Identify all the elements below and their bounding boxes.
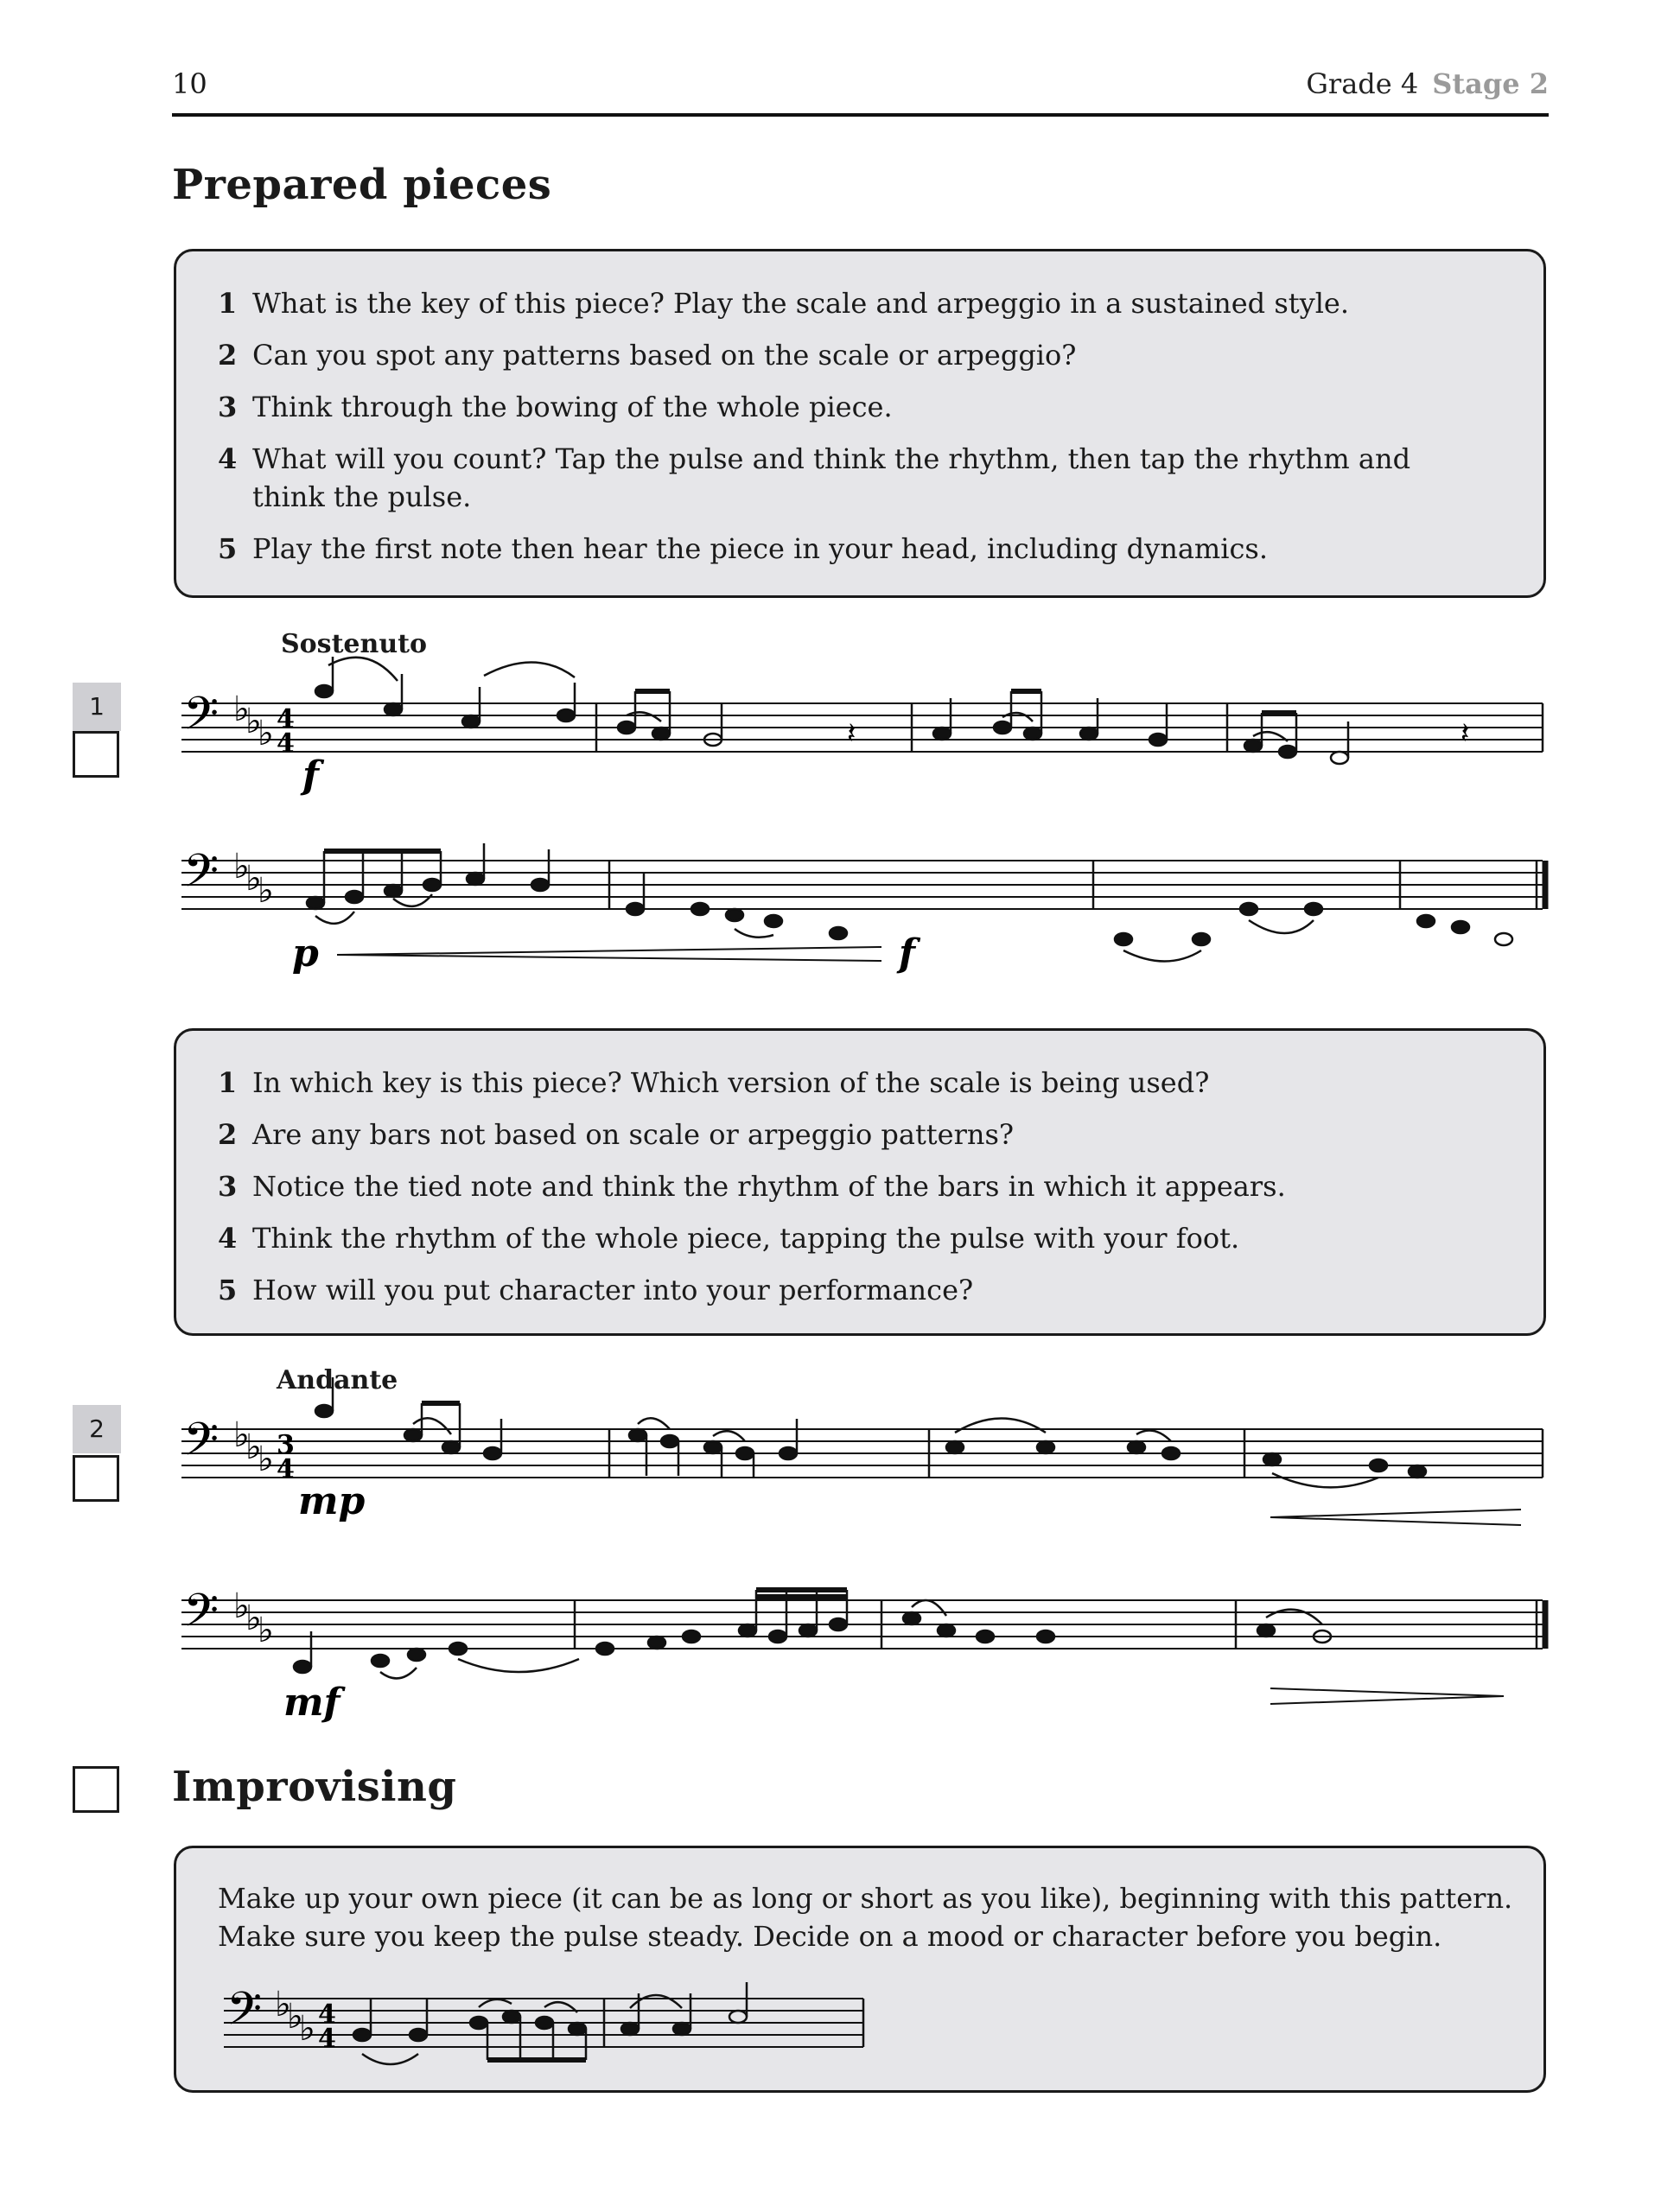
section-title-improvising: Improvising: [172, 1763, 457, 1811]
time-sig-top: 3: [277, 1430, 295, 1460]
dynamic-mf: mf: [283, 1681, 340, 1725]
question-text: In which key is this piece? Which version of the scale is being used?: [252, 1066, 1210, 1099]
flat-icon: ♭: [299, 2009, 315, 2049]
improvising-panel: [174, 1846, 1546, 2093]
question-number: 4: [218, 1222, 238, 1255]
rest-icon: 𝄽: [1461, 716, 1470, 751]
question-item: [218, 1219, 1480, 1257]
improvising-checkbox[interactable]: [73, 1766, 119, 1813]
notes-1b: [307, 843, 1545, 945]
notes-2a: [315, 1377, 1543, 1478]
header-rule: [172, 113, 1549, 117]
improvising-pattern-score: [220, 1978, 876, 2082]
question-text: Think the rhythm of the whole piece, tapping the pulse with your foot.: [252, 1222, 1240, 1255]
page-number: 10: [172, 67, 207, 100]
tempo-marking-1: Sostenuto: [281, 629, 427, 659]
flat-icon: ♭: [245, 1599, 262, 1638]
questions-panel-2: [174, 1028, 1546, 1336]
question-text: Can you spot any patterns based on the scale or arpeggio?: [252, 339, 1077, 372]
question-number: 3: [218, 391, 238, 423]
bass-clef-icon: 𝄢: [183, 1585, 220, 1649]
flat-icon: ♭: [258, 714, 274, 753]
flat-icon: ♭: [245, 1427, 262, 1467]
question-text: What will you count? Tap the pulse and think the rhythm, then tap the rhythm and think the pulse.: [252, 442, 1411, 513]
decrescendo-hairpin-2a: [1270, 1510, 1521, 1525]
flat-icon: ♭: [245, 702, 262, 741]
flat-icon: ♭: [258, 1440, 274, 1479]
question-item: [218, 440, 1480, 516]
question-item: [218, 530, 1480, 568]
flat-icon: ♭: [233, 690, 250, 729]
questions-panel-1: [174, 249, 1546, 598]
question-item: [218, 284, 1480, 322]
piece-1-checkbox[interactable]: [73, 731, 119, 778]
rest-icon: 𝄽: [847, 716, 856, 751]
time-sig-bottom: 4: [277, 1454, 295, 1484]
bass-clef-icon: 𝄢: [226, 1983, 263, 2047]
question-item: [218, 1271, 1480, 1309]
notes-impro: [353, 1982, 863, 2060]
crescendo-hairpin: [337, 947, 881, 961]
question-number: 3: [218, 1170, 238, 1203]
dynamic-f: f: [899, 931, 915, 976]
bass-clef-icon: 𝄢: [183, 688, 220, 752]
piece-number-1: 1: [73, 683, 121, 731]
improvising-instructions: Make up your own piece (it can be as long or short as you like), beginning with this pattern. Make sure you keep the pulse steady. Decide on a mood or character before you begin.: [218, 1882, 1513, 1953]
slurs-1a: [328, 658, 1288, 741]
question-number: 2: [218, 1118, 238, 1151]
header-right: [1306, 67, 1549, 100]
flat-icon: ♭: [258, 1611, 274, 1650]
time-sig-bottom: 4: [318, 2024, 336, 2054]
question-text: Play the first note then hear the piece in your head, including dynamics.: [252, 532, 1268, 565]
question-item: [218, 388, 1480, 426]
question-number: 1: [218, 287, 238, 320]
question-item: [218, 1167, 1480, 1205]
question-number: 5: [218, 532, 238, 565]
question-number: 1: [218, 1066, 238, 1099]
question-number: 5: [218, 1274, 238, 1306]
stage-label: Stage 2: [1432, 67, 1549, 100]
piece-2-checkbox[interactable]: [73, 1455, 119, 1502]
flat-icon: ♭: [233, 1586, 250, 1626]
question-list: [218, 284, 1480, 582]
question-text: Think through the bowing of the whole piece.: [252, 391, 893, 423]
question-text: Are any bars not based on scale or arpeggio patterns?: [252, 1118, 1015, 1151]
piece-1-score: [173, 683, 1556, 976]
flat-icon: ♭: [233, 1415, 250, 1455]
tempo-marking-2: Andante: [277, 1365, 398, 1395]
decrescendo-hairpin-2b: [1270, 1688, 1504, 1704]
staff-lines-2b: [181, 1600, 1543, 1649]
time-sig-top: 4: [318, 1999, 336, 2030]
question-text: How will you put character into your performance?: [252, 1274, 974, 1306]
question-number: 4: [218, 442, 238, 475]
dynamic-mp: mp: [298, 1479, 366, 1523]
dynamic-p: p: [292, 931, 319, 976]
notes-1a: [315, 657, 1543, 764]
question-item: [218, 336, 1480, 374]
section-title-prepared: Prepared pieces: [172, 161, 552, 209]
question-list: [218, 1064, 1480, 1323]
flat-icon: ♭: [258, 871, 274, 911]
question-text: Notice the tied note and think the rhythm of the bars in which it appears.: [252, 1170, 1286, 1203]
bass-clef-icon: 𝄢: [183, 845, 220, 909]
grade-label: Grade 4: [1306, 67, 1419, 100]
time-sig-bottom: 4: [277, 728, 295, 759]
flat-icon: ♭: [233, 847, 250, 887]
staff-lines-2a: [181, 1429, 1543, 1478]
piece-number-2: 2: [73, 1405, 121, 1453]
piece-2-score: [173, 1408, 1556, 1725]
staff-lines-1b: [181, 861, 1543, 909]
question-item: [218, 1064, 1480, 1102]
bass-clef-icon: 𝄢: [183, 1414, 220, 1478]
flat-icon: ♭: [275, 1985, 291, 2024]
time-sig-top: 4: [277, 704, 295, 734]
flat-icon: ♭: [287, 1997, 303, 2037]
question-number: 2: [218, 339, 238, 372]
question-text: What is the key of this piece? Play the scale and arpeggio in a sustained style.: [252, 287, 1350, 320]
flat-icon: ♭: [245, 859, 262, 899]
question-item: [218, 1116, 1480, 1154]
slurs-1b: [315, 894, 1314, 962]
page-header: [172, 64, 1549, 116]
dynamic-f: f: [302, 753, 319, 798]
